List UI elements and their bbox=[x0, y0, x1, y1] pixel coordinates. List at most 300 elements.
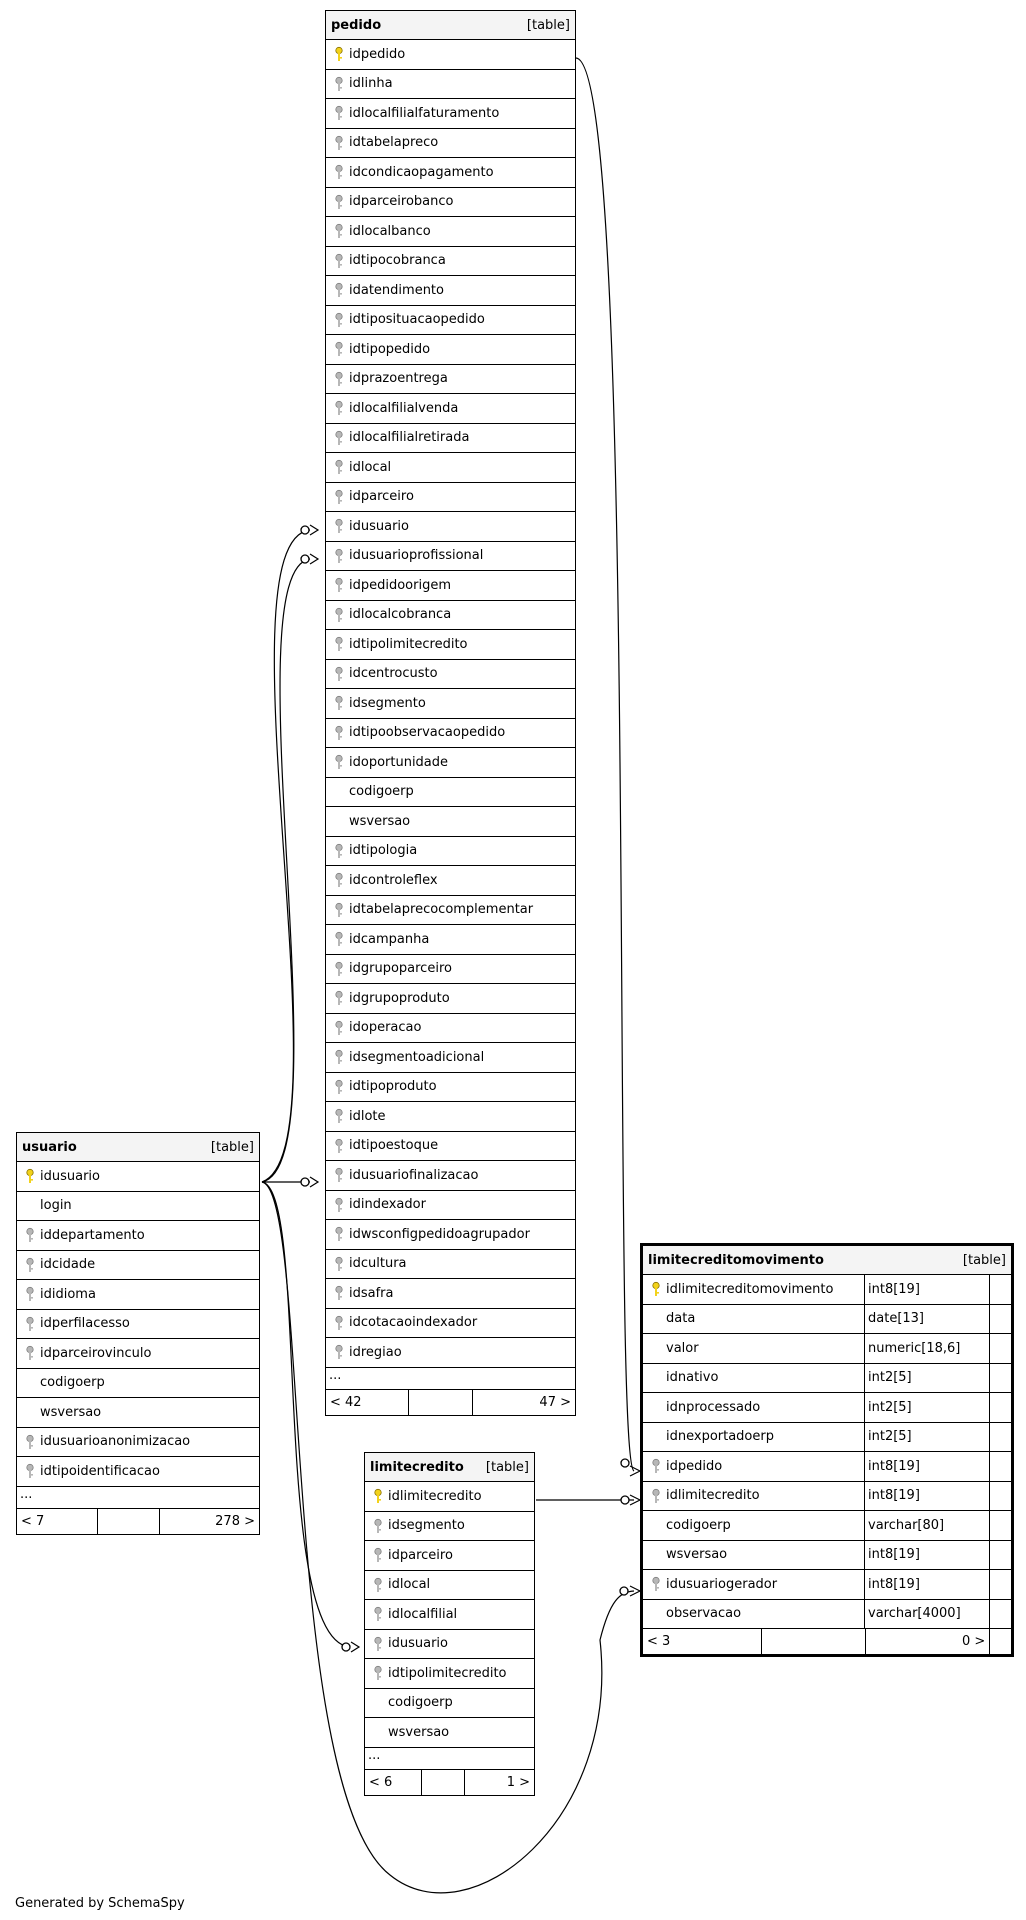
column-row[interactable] bbox=[326, 1250, 575, 1280]
more-columns-indicator[interactable]: ... bbox=[326, 1368, 575, 1390]
foreign-key-icon bbox=[329, 310, 349, 330]
foreign-key-icon bbox=[329, 1047, 349, 1067]
column-row[interactable] bbox=[326, 807, 575, 837]
table-pedido[interactable] bbox=[325, 10, 576, 1416]
column-row[interactable] bbox=[643, 1541, 1011, 1571]
foreign-key-icon bbox=[329, 664, 349, 684]
table-header[interactable] bbox=[17, 1133, 259, 1162]
column-type: int8[19] bbox=[864, 1452, 989, 1481]
column-row[interactable] bbox=[326, 1279, 575, 1309]
column-row[interactable] bbox=[326, 247, 575, 277]
foreign-key-icon bbox=[329, 1018, 349, 1038]
column-name: wsversao bbox=[349, 813, 411, 829]
column-spacer bbox=[989, 1364, 1011, 1393]
column-row[interactable] bbox=[643, 1334, 1011, 1364]
more-columns-indicator[interactable]: ... bbox=[17, 1487, 259, 1509]
column-name: idpedido bbox=[666, 1458, 723, 1474]
column-name: idcampanha bbox=[349, 931, 430, 947]
column-name-cell bbox=[17, 1402, 259, 1422]
column-row[interactable] bbox=[17, 1428, 259, 1458]
column-name-cell bbox=[326, 1165, 575, 1185]
foreign-key-icon bbox=[329, 1254, 349, 1274]
column-row[interactable] bbox=[643, 1482, 1011, 1512]
blank-icon bbox=[20, 1196, 40, 1216]
column-row[interactable] bbox=[365, 1718, 534, 1748]
column-row[interactable] bbox=[17, 1221, 259, 1251]
optional-marker bbox=[621, 1459, 629, 1467]
column-name-cell bbox=[326, 900, 575, 920]
column-name: idgrupoparceiro bbox=[349, 961, 452, 977]
crowfoot-marker bbox=[310, 554, 318, 564]
column-name: idtipoestoque bbox=[349, 1138, 439, 1154]
column-name: idcondicaopagamento bbox=[349, 164, 494, 180]
column-name-cell bbox=[365, 1575, 534, 1595]
column-type: date[13] bbox=[864, 1305, 989, 1334]
table-header[interactable] bbox=[643, 1246, 1011, 1275]
column-row[interactable] bbox=[326, 188, 575, 218]
column-row[interactable] bbox=[643, 1570, 1011, 1600]
column-name: idlinha bbox=[349, 76, 393, 92]
parents-count[interactable]: < 42 bbox=[330, 1394, 362, 1410]
table-limitecredito[interactable] bbox=[364, 1452, 535, 1796]
foreign-key-icon bbox=[329, 634, 349, 654]
column-name: idoperacao bbox=[349, 1020, 422, 1036]
optional-marker bbox=[620, 1587, 628, 1595]
foreign-key-icon bbox=[329, 516, 349, 536]
column-row[interactable] bbox=[365, 1541, 534, 1571]
column-type: varchar[80] bbox=[864, 1511, 989, 1540]
foreign-key-icon bbox=[329, 103, 349, 123]
column-row[interactable] bbox=[643, 1423, 1011, 1453]
column-name-cell bbox=[326, 1106, 575, 1126]
column-name: observacao bbox=[666, 1606, 742, 1622]
column-row[interactable] bbox=[326, 1102, 575, 1132]
foreign-key-icon bbox=[329, 723, 349, 743]
column-name-cell bbox=[326, 487, 575, 507]
column-row[interactable] bbox=[326, 1161, 575, 1191]
column-row[interactable] bbox=[365, 1600, 534, 1630]
column-row[interactable] bbox=[17, 1339, 259, 1369]
column-row[interactable] bbox=[326, 1132, 575, 1162]
table-limitecreditomovimento[interactable] bbox=[640, 1243, 1014, 1657]
column-row[interactable] bbox=[643, 1600, 1011, 1630]
column-name: idparceirovinculo bbox=[40, 1345, 152, 1361]
column-row[interactable] bbox=[326, 129, 575, 159]
crowfoot-marker bbox=[351, 1642, 359, 1652]
column-name: idlimitecreditomovimento bbox=[666, 1281, 834, 1297]
table-name: limitecredito bbox=[370, 1459, 464, 1475]
column-name: idlocalfilialretirada bbox=[349, 430, 470, 446]
column-row[interactable] bbox=[326, 1220, 575, 1250]
column-row[interactable] bbox=[326, 660, 575, 690]
foreign-key-icon bbox=[329, 1136, 349, 1156]
column-row[interactable] bbox=[326, 1309, 575, 1339]
blank-icon bbox=[646, 1427, 666, 1447]
column-name: idtabelapreco bbox=[349, 135, 439, 151]
optional-marker bbox=[621, 1496, 629, 1504]
column-name-cell bbox=[17, 1255, 259, 1275]
table-footer bbox=[17, 1509, 259, 1534]
foreign-key-icon bbox=[329, 900, 349, 920]
column-row[interactable] bbox=[326, 778, 575, 808]
blank-icon bbox=[646, 1397, 666, 1417]
column-name: idlocal bbox=[388, 1577, 431, 1593]
foreign-key-icon bbox=[329, 575, 349, 595]
table-header[interactable] bbox=[326, 11, 575, 40]
column-name-cell bbox=[17, 1196, 259, 1216]
column-row[interactable] bbox=[326, 70, 575, 100]
column-row[interactable] bbox=[326, 1338, 575, 1368]
foreign-key-icon bbox=[20, 1461, 40, 1481]
column-name: idlimitecredito bbox=[666, 1488, 760, 1504]
foreign-key-icon bbox=[329, 1165, 349, 1185]
column-name-cell bbox=[326, 605, 575, 625]
column-spacer bbox=[989, 1511, 1011, 1540]
foreign-key-icon bbox=[20, 1314, 40, 1334]
column-name-cell bbox=[326, 74, 575, 94]
column-name: idregiao bbox=[349, 1344, 402, 1360]
foreign-key-icon bbox=[368, 1634, 388, 1654]
column-row[interactable] bbox=[17, 1310, 259, 1340]
table-header[interactable] bbox=[365, 1453, 534, 1482]
column-name: idtiposituacaopedido bbox=[349, 312, 485, 328]
column-type: int8[19] bbox=[864, 1275, 989, 1304]
crowfoot-marker bbox=[310, 1177, 318, 1187]
column-type: int2[5] bbox=[864, 1364, 989, 1393]
column-name-cell bbox=[365, 1545, 534, 1565]
foreign-key-icon bbox=[329, 841, 349, 861]
column-name-cell bbox=[643, 1309, 864, 1329]
foreign-key-icon bbox=[646, 1486, 666, 1506]
column-name: idsafra bbox=[349, 1285, 394, 1301]
column-name-cell bbox=[326, 1047, 575, 1067]
column-row[interactable] bbox=[326, 571, 575, 601]
foreign-key-icon bbox=[329, 929, 349, 949]
column-name: iddepartamento bbox=[40, 1227, 145, 1243]
foreign-key-icon bbox=[329, 693, 349, 713]
table-type-badge: [table] bbox=[526, 17, 570, 33]
column-row[interactable] bbox=[326, 365, 575, 395]
column-row[interactable] bbox=[643, 1305, 1011, 1335]
blank-icon bbox=[646, 1604, 666, 1624]
column-row[interactable] bbox=[17, 1398, 259, 1428]
column-name: idgrupoproduto bbox=[349, 990, 450, 1006]
column-row[interactable] bbox=[17, 1280, 259, 1310]
column-name-cell bbox=[365, 1722, 534, 1742]
column-row[interactable] bbox=[326, 866, 575, 896]
column-name: idlocalbanco bbox=[349, 223, 431, 239]
column-row[interactable] bbox=[17, 1251, 259, 1281]
column-row[interactable] bbox=[326, 1191, 575, 1221]
foreign-key-icon bbox=[329, 1342, 349, 1362]
column-name: idatendimento bbox=[349, 282, 444, 298]
column-row[interactable] bbox=[326, 689, 575, 719]
column-name-cell bbox=[326, 811, 575, 831]
foreign-key-icon bbox=[329, 546, 349, 566]
foreign-key-icon bbox=[329, 605, 349, 625]
foreign-key-icon bbox=[329, 1313, 349, 1333]
column-name-cell bbox=[365, 1663, 534, 1683]
column-row[interactable] bbox=[365, 1659, 534, 1689]
foreign-key-icon bbox=[329, 162, 349, 182]
column-name-cell bbox=[326, 1136, 575, 1156]
column-name: idpedidoorigem bbox=[349, 577, 452, 593]
column-row[interactable] bbox=[17, 1162, 259, 1192]
column-row[interactable] bbox=[326, 601, 575, 631]
children-count[interactable]: 278 > bbox=[215, 1513, 255, 1529]
column-row[interactable] bbox=[326, 719, 575, 749]
column-spacer bbox=[989, 1393, 1011, 1422]
primary-key-icon bbox=[368, 1486, 388, 1506]
column-name-cell bbox=[643, 1486, 864, 1506]
column-name-cell bbox=[365, 1693, 534, 1713]
column-name: idusuariogerador bbox=[666, 1576, 778, 1592]
column-name: idtipocobranca bbox=[349, 253, 446, 269]
column-name-cell bbox=[326, 44, 575, 64]
column-name-cell bbox=[326, 634, 575, 654]
column-name-cell bbox=[326, 1195, 575, 1215]
column-row[interactable] bbox=[365, 1630, 534, 1660]
column-spacer bbox=[989, 1275, 1011, 1304]
column-name: idlocalfilialfaturamento bbox=[349, 105, 500, 121]
column-name-cell bbox=[326, 251, 575, 271]
foreign-key-icon bbox=[368, 1545, 388, 1565]
foreign-key-icon bbox=[329, 959, 349, 979]
column-row[interactable] bbox=[326, 1014, 575, 1044]
foreign-key-icon bbox=[329, 752, 349, 772]
column-name-cell bbox=[17, 1461, 259, 1481]
column-row[interactable] bbox=[643, 1364, 1011, 1394]
column-row[interactable] bbox=[326, 925, 575, 955]
optional-marker bbox=[301, 555, 309, 563]
column-row[interactable] bbox=[643, 1275, 1011, 1305]
column-name-cell bbox=[326, 516, 575, 536]
optional-marker bbox=[301, 526, 309, 534]
column-name-cell bbox=[17, 1225, 259, 1245]
column-name: codigoerp bbox=[666, 1517, 731, 1533]
blank-icon bbox=[20, 1373, 40, 1393]
column-name-cell bbox=[326, 1018, 575, 1038]
column-name-cell bbox=[326, 841, 575, 861]
foreign-key-icon bbox=[329, 398, 349, 418]
primary-key-icon bbox=[20, 1166, 40, 1186]
column-name-cell bbox=[643, 1515, 864, 1535]
table-name: usuario bbox=[22, 1139, 77, 1155]
foreign-key-icon bbox=[20, 1255, 40, 1275]
column-name-cell bbox=[326, 133, 575, 153]
column-row[interactable] bbox=[326, 217, 575, 247]
column-name-cell bbox=[643, 1545, 864, 1565]
foreign-key-icon bbox=[329, 988, 349, 1008]
column-name-cell bbox=[326, 1224, 575, 1244]
column-row[interactable] bbox=[326, 453, 575, 483]
column-row[interactable] bbox=[326, 1073, 575, 1103]
column-name-cell bbox=[643, 1397, 864, 1417]
column-name-cell bbox=[326, 280, 575, 300]
blank-icon bbox=[368, 1722, 388, 1742]
more-columns-indicator[interactable]: ... bbox=[365, 1748, 534, 1770]
column-name-cell bbox=[643, 1279, 864, 1299]
column-row[interactable] bbox=[326, 896, 575, 926]
column-name-cell bbox=[643, 1604, 864, 1624]
table-name: pedido bbox=[331, 17, 382, 33]
table-usuario[interactable] bbox=[16, 1132, 260, 1535]
column-name: idlocalfilial bbox=[388, 1606, 458, 1622]
column-name-cell bbox=[326, 723, 575, 743]
column-name: idcotacaoindexador bbox=[349, 1315, 478, 1331]
column-row[interactable] bbox=[326, 394, 575, 424]
foreign-key-icon bbox=[646, 1456, 666, 1476]
column-name: idtipolimitecredito bbox=[388, 1665, 507, 1681]
column-name: idnativo bbox=[666, 1370, 719, 1386]
column-name: idcultura bbox=[349, 1256, 407, 1272]
column-row[interactable] bbox=[326, 306, 575, 336]
column-name-cell bbox=[326, 693, 575, 713]
column-name-cell bbox=[326, 310, 575, 330]
parents-count[interactable]: < 6 bbox=[369, 1774, 393, 1790]
column-row[interactable] bbox=[326, 748, 575, 778]
foreign-key-icon bbox=[368, 1575, 388, 1595]
column-name: idusuario bbox=[40, 1168, 100, 1184]
column-name-cell bbox=[326, 929, 575, 949]
column-name-cell bbox=[365, 1634, 534, 1654]
foreign-key-icon bbox=[329, 192, 349, 212]
children-count[interactable]: 0 > bbox=[962, 1634, 986, 1649]
children-count[interactable]: 1 > bbox=[506, 1774, 530, 1790]
column-row[interactable] bbox=[643, 1452, 1011, 1482]
column-name: wsversao bbox=[666, 1547, 728, 1563]
optional-marker bbox=[342, 1643, 350, 1651]
foreign-key-icon bbox=[329, 428, 349, 448]
column-name-cell bbox=[326, 1283, 575, 1303]
column-name: valor bbox=[666, 1340, 699, 1356]
link-pedido-to-limitecreditomovimento bbox=[576, 58, 634, 1471]
primary-key-icon bbox=[329, 44, 349, 64]
column-row[interactable] bbox=[326, 276, 575, 306]
column-name-cell bbox=[643, 1368, 864, 1388]
column-row[interactable] bbox=[326, 1043, 575, 1073]
column-name-cell bbox=[326, 1313, 575, 1333]
column-name: wsversao bbox=[388, 1724, 450, 1740]
foreign-key-icon bbox=[368, 1516, 388, 1536]
column-name-cell bbox=[643, 1338, 864, 1358]
column-row[interactable] bbox=[326, 837, 575, 867]
column-name: idparceiro bbox=[388, 1547, 453, 1563]
column-name: idusuariofinalizacao bbox=[349, 1167, 479, 1183]
column-name: idparceiro bbox=[349, 489, 414, 505]
column-row[interactable] bbox=[326, 512, 575, 542]
foreign-key-icon bbox=[329, 1077, 349, 1097]
column-name: idsegmentoadicional bbox=[349, 1049, 485, 1065]
table-footer bbox=[326, 1390, 575, 1415]
column-name-cell bbox=[326, 221, 575, 241]
column-name-cell bbox=[326, 1254, 575, 1274]
children-count[interactable]: 47 > bbox=[539, 1394, 571, 1410]
column-name-cell bbox=[326, 1077, 575, 1097]
foreign-key-icon bbox=[368, 1663, 388, 1683]
column-row[interactable] bbox=[326, 955, 575, 985]
foreign-key-icon bbox=[329, 339, 349, 359]
table-type-badge: [table] bbox=[485, 1459, 529, 1475]
column-row[interactable] bbox=[365, 1482, 534, 1512]
column-row[interactable] bbox=[17, 1369, 259, 1399]
footer-spacer bbox=[97, 1509, 160, 1534]
column-row[interactable] bbox=[326, 984, 575, 1014]
column-name: idusuarioanonimizacao bbox=[40, 1434, 191, 1450]
column-spacer bbox=[989, 1423, 1011, 1452]
column-name: idusuarioprofissional bbox=[349, 548, 484, 564]
column-name: codigoerp bbox=[349, 784, 414, 800]
column-name-cell bbox=[17, 1314, 259, 1334]
column-row[interactable] bbox=[643, 1511, 1011, 1541]
column-row[interactable] bbox=[643, 1393, 1011, 1423]
foreign-key-icon bbox=[329, 280, 349, 300]
column-name-cell bbox=[326, 339, 575, 359]
optional-marker bbox=[301, 1178, 309, 1186]
column-name: idtipoidentificacao bbox=[40, 1463, 160, 1479]
column-name-cell bbox=[326, 782, 575, 802]
blank-icon bbox=[646, 1545, 666, 1565]
foreign-key-icon bbox=[329, 251, 349, 271]
column-name: idtipolimitecredito bbox=[349, 636, 468, 652]
parents-count[interactable]: < 7 bbox=[21, 1513, 45, 1529]
column-name-cell bbox=[17, 1432, 259, 1452]
column-row[interactable] bbox=[326, 542, 575, 572]
foreign-key-icon bbox=[329, 870, 349, 890]
column-row[interactable] bbox=[326, 99, 575, 129]
column-type: int2[5] bbox=[864, 1423, 989, 1452]
blank-icon bbox=[329, 811, 349, 831]
column-name-cell bbox=[643, 1574, 864, 1594]
primary-key-icon bbox=[646, 1279, 666, 1299]
parents-count[interactable]: < 3 bbox=[647, 1634, 671, 1649]
column-name-cell bbox=[643, 1456, 864, 1476]
column-row[interactable] bbox=[365, 1571, 534, 1601]
column-row[interactable] bbox=[326, 335, 575, 365]
column-name-cell bbox=[326, 103, 575, 123]
column-name-cell bbox=[365, 1604, 534, 1624]
column-row[interactable] bbox=[17, 1457, 259, 1487]
column-row[interactable] bbox=[326, 630, 575, 660]
column-name: idlocalfilialvenda bbox=[349, 400, 459, 416]
column-row[interactable] bbox=[326, 158, 575, 188]
column-name-cell bbox=[17, 1284, 259, 1304]
column-type: varchar[4000] bbox=[864, 1600, 989, 1629]
column-name: idnprocessado bbox=[666, 1399, 761, 1415]
foreign-key-icon bbox=[20, 1343, 40, 1363]
column-name-cell bbox=[326, 1342, 575, 1362]
foreign-key-icon bbox=[329, 1224, 349, 1244]
column-name: idoportunidade bbox=[349, 754, 449, 770]
column-type: numeric[18,6] bbox=[864, 1334, 989, 1363]
foreign-key-icon bbox=[329, 221, 349, 241]
column-name-cell bbox=[17, 1166, 259, 1186]
column-type: int8[19] bbox=[864, 1570, 989, 1599]
column-row[interactable] bbox=[365, 1512, 534, 1542]
foreign-key-icon bbox=[329, 457, 349, 477]
column-spacer bbox=[989, 1305, 1011, 1334]
generated-by-footer: Generated by SchemaSpy bbox=[15, 1896, 185, 1911]
foreign-key-icon bbox=[329, 74, 349, 94]
column-name: idsegmento bbox=[349, 695, 426, 711]
blank-icon bbox=[646, 1338, 666, 1358]
column-row[interactable] bbox=[17, 1192, 259, 1222]
column-row[interactable] bbox=[326, 424, 575, 454]
column-row[interactable] bbox=[326, 40, 575, 70]
column-row[interactable] bbox=[365, 1689, 534, 1719]
column-row[interactable] bbox=[326, 483, 575, 513]
table-name: limitecreditomovimento bbox=[648, 1252, 824, 1268]
